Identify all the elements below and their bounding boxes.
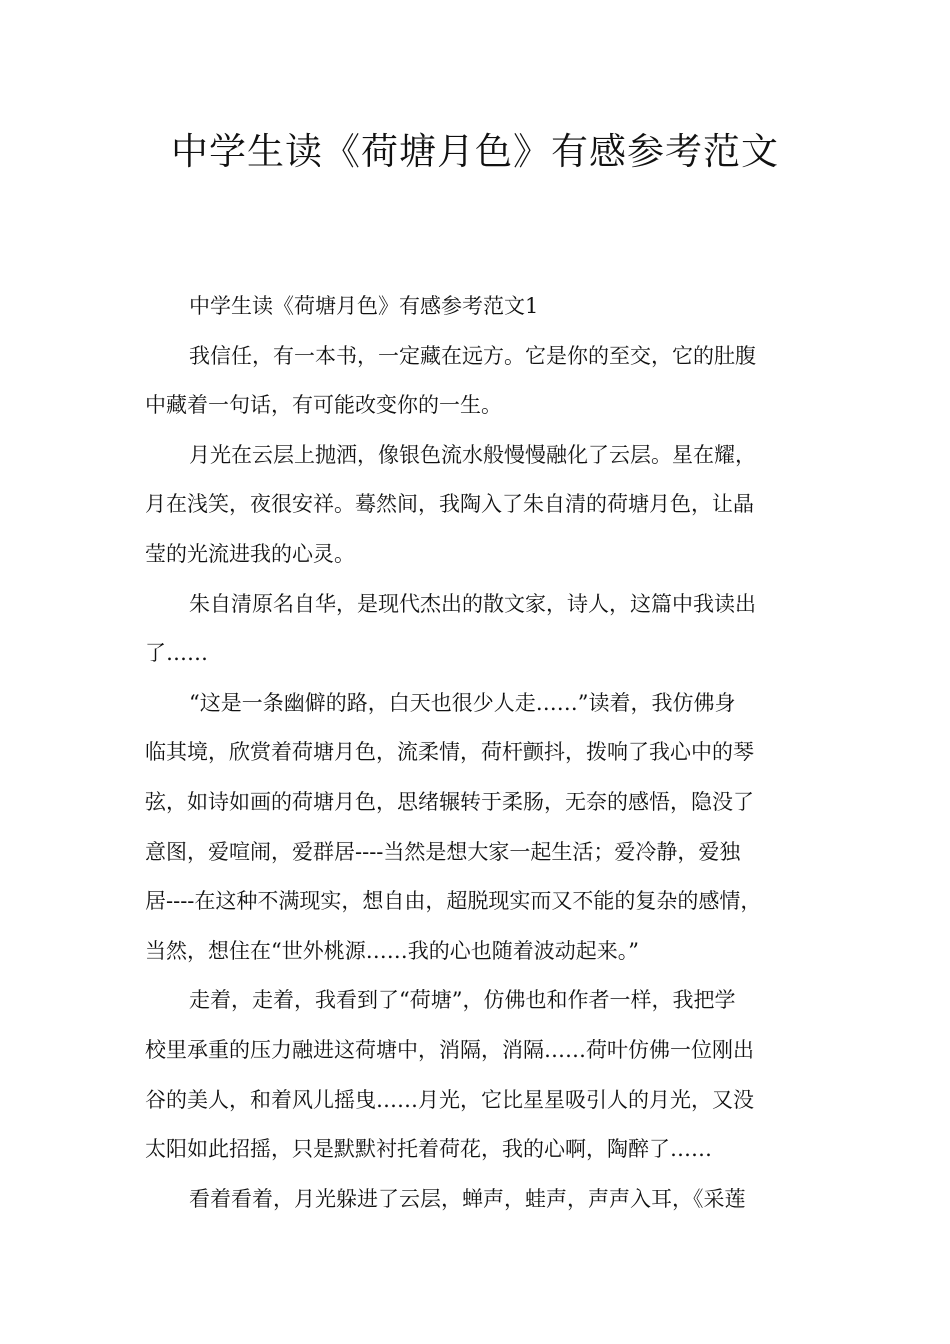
paragraph-line: 意图，爱喧闹，爱群居----当然是想大家一起生活；爱冷静，爱独 xyxy=(145,839,741,864)
document-title: 中学生读《荷塘月色》有感参考范文 xyxy=(171,130,779,173)
paragraph-line: 了…… xyxy=(145,641,208,666)
paragraph-line: 中藏着一句话，有可能改变你的一生。 xyxy=(145,393,502,418)
paragraph-line: 校里承重的压力融进这荷塘中，消隔，消隔……荷叶仿佛一位刚出 xyxy=(145,1037,754,1062)
paragraph-line: 月光在云层上抛洒，像银色流水般慢慢融化了云层。星在耀， xyxy=(189,442,756,467)
paragraph-line: 走着，走着，我看到了“荷塘”，仿佛也和作者一样，我把学 xyxy=(189,988,736,1013)
paragraph-line: 朱自清原名自华，是现代杰出的散文家，诗人，这篇中我读出 xyxy=(189,591,756,616)
subtitle-line: 中学生读《荷塘月色》有感参考范文1 xyxy=(189,294,539,318)
paragraph-line: 太阳如此招摇，只是默默衬托着荷花，我的心啊，陶醉了…… xyxy=(145,1137,712,1162)
paragraph-line: 临其境，欣赏着荷塘月色，流柔情，荷杆颤抖，拨响了我心中的琴 xyxy=(145,740,754,765)
paragraph-line: 谷的美人，和着风儿摇曳……月光，它比星星吸引人的月光，又没 xyxy=(145,1087,754,1112)
paragraph-line: “这是一条幽僻的路，白天也很少人走……”读着，我仿佛身 xyxy=(189,690,736,715)
paragraph-line: 居----在这种不满现实，想自由，超脱现实而又不能的复杂的感情， xyxy=(145,889,762,914)
paragraph-line: 看着看着，月光躲进了云层，蝉声，蛙声，声声入耳，《采莲 xyxy=(189,1186,746,1211)
paragraph-line: 月在浅笑，夜很安祥。蓦然间，我陶入了朱自清的荷塘月色，让晶 xyxy=(145,492,754,517)
paragraph-line: 莹的光流进我的心灵。 xyxy=(145,541,355,566)
document-body xyxy=(145,282,825,1224)
paragraph-line: 弦，如诗如画的荷塘月色，思绪辗转于柔肠，无奈的感悟，隐没了 xyxy=(145,789,754,814)
paragraph-line: 我信任，有一本书，一定藏在远方。它是你的至交，它的肚腹 xyxy=(189,343,756,368)
paragraph-line: 当然，想住在“世外桃源……我的心也随着波动起来。” xyxy=(145,938,639,963)
